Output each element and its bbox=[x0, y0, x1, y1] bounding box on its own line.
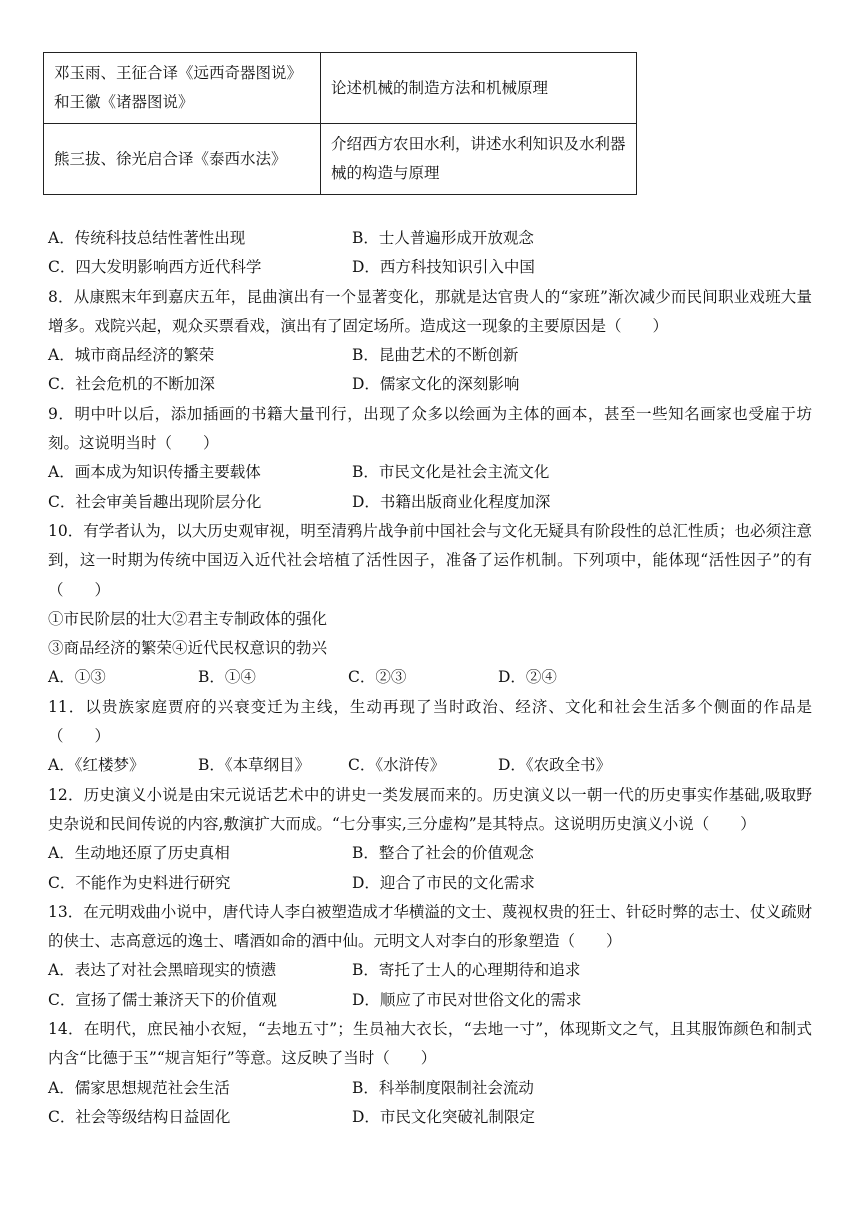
q10-option-d[interactable]: D．②④ bbox=[498, 668, 557, 687]
table-row bbox=[44, 53, 637, 124]
q14-option-b[interactable]: B．科举制度限制社会流动 bbox=[352, 1078, 534, 1097]
q11-option-d[interactable]: D．《农政全书》 bbox=[498, 756, 612, 775]
q12-stem: 12．历史演义小说是由宋元说话艺术中的讲史一类发展而来的。历史演义以一朝一代的历史事实作基础,吸取野史杂说和民间传说的内容,敷演扩大而成。“七分事实,三分虚构”是其特点。这说明历史演义小说（ ） bbox=[48, 785, 812, 833]
q9-options-row1 bbox=[48, 458, 812, 487]
table-cell-content: 论述机械的制造方法和机械原理 bbox=[321, 53, 637, 124]
questions bbox=[48, 224, 812, 1132]
q13-option-a[interactable]: A．表达了对社会黑暗现实的愤懑 bbox=[48, 961, 277, 980]
q11-option-b[interactable]: B．《本草纲目》 bbox=[198, 756, 311, 775]
q8-option-c[interactable]: C．社会危机的不断加深 bbox=[48, 375, 215, 394]
q7-option-b[interactable]: B．士人普遍形成开放观念 bbox=[352, 229, 534, 247]
q8-option-d[interactable]: D．儒家文化的深刻影响 bbox=[352, 375, 520, 394]
q11-options bbox=[48, 751, 812, 780]
book-table bbox=[43, 52, 637, 195]
q9-stem: 9．明中叶以后，添加插画的书籍大量刊行，出现了众多以绘画为主体的画本，甚至一些知名画家也受雇于坊刻。这说明当时（ ） bbox=[48, 404, 812, 453]
q13-options-row2 bbox=[48, 986, 812, 1015]
q12-option-d[interactable]: D．迎合了市民的文化需求 bbox=[352, 873, 535, 892]
q12-option-b[interactable]: B．整合了社会的价值观念 bbox=[352, 844, 534, 863]
q7-option-a[interactable]: A．传统科技总结性著性出现 bbox=[48, 229, 246, 247]
q11-option-a[interactable]: A．《红楼梦》 bbox=[48, 756, 145, 775]
q14-stem: 14．在明代，庶民袖小衣短，“去地五寸”；生员袖大衣长，“去地一寸”，体现斯文之气，且其服饰颜色和制式内含“比德于玉”“规言矩行”等意。这反映了当时（ ） bbox=[48, 1020, 812, 1068]
q9-option-d[interactable]: D．书籍出版商业化程度加深 bbox=[352, 492, 551, 511]
q10-option-c[interactable]: C．②③ bbox=[348, 668, 407, 687]
q7-options-row2 bbox=[48, 253, 812, 282]
q9-option-a[interactable]: A．画本成为知识传播主要载体 bbox=[48, 463, 261, 482]
q7-options-row1 bbox=[48, 224, 812, 253]
q13-option-b[interactable]: B．寄托了士人的心理期待和追求 bbox=[352, 961, 581, 980]
q10-option-b[interactable]: B．①④ bbox=[198, 668, 256, 687]
q14-options-row2 bbox=[48, 1103, 812, 1132]
q13-option-d[interactable]: D．顺应了市民对世俗文化的需求 bbox=[352, 990, 582, 1009]
q7-option-d[interactable]: D．西方科技知识引入中国 bbox=[352, 258, 535, 277]
q13-options-row1 bbox=[48, 956, 812, 985]
q9-option-b[interactable]: B．市民文化是社会主流文化 bbox=[352, 463, 550, 482]
table-row bbox=[44, 124, 637, 195]
q8-options-row1 bbox=[48, 341, 812, 370]
q14-option-a[interactable]: A．儒家思想规范社会生活 bbox=[48, 1078, 230, 1097]
q10-option-a[interactable]: A．①③ bbox=[48, 668, 106, 687]
q8-option-b[interactable]: B．昆曲艺术的不断创新 bbox=[352, 346, 519, 365]
q10-options bbox=[48, 663, 812, 692]
q13-stem: 13．在元明戏曲小说中，唐代诗人李白被塑造成才华横溢的文士、蔑视权贵的狂士、针砭时弊的志士、仗义疏财的侠士、志高意远的逸士、嗜酒如命的酒中仙。元明文人对李白的形象塑造（ ） bbox=[48, 902, 812, 951]
table-cell-book: 邓玉雨、王征合译《远西奇器图说》和王徽《诸器图说》 bbox=[44, 53, 321, 124]
q9-option-c[interactable]: C．社会审美旨趣出现阶层分化 bbox=[48, 492, 262, 511]
q12-option-c[interactable]: C．不能作为史料进行研究 bbox=[48, 873, 231, 892]
q14-option-c[interactable]: C．社会等级结构日益固化 bbox=[48, 1107, 231, 1126]
q12-options-row2 bbox=[48, 869, 812, 898]
q8-options-row2 bbox=[48, 370, 812, 399]
q8-option-a[interactable]: A．城市商品经济的繁荣 bbox=[48, 346, 215, 365]
q7-option-c[interactable]: C．四大发明影响西方近代科学 bbox=[48, 258, 262, 277]
q10-item-1: ①市民阶层的壮大②君主专制政体的强化 bbox=[48, 609, 328, 628]
q14-options-row1 bbox=[48, 1074, 812, 1103]
q12-option-a[interactable]: A．生动地还原了历史真相 bbox=[48, 844, 230, 863]
q11-stem: 11．以贵族家庭贾府的兴衰变迁为主线，生动再现了当时政治、经济、文化和社会生活多个侧面的作品是（ ） bbox=[48, 697, 812, 746]
q10-stem: 10．有学者认为，以大历史观审视，明至清鸦片战争前中国社会与文化无疑具有阶段性的总汇性质；也必须注意到，这一时期为传统中国迈入近代社会培植了活性因子，准备了运作机制。下列项中，能体现“活性因子”的有（ ） bbox=[48, 521, 812, 599]
q9-options-row2 bbox=[48, 488, 812, 517]
q14-option-d[interactable]: D．市民文化突破礼制限定 bbox=[352, 1107, 535, 1126]
q13-option-c[interactable]: C．宣扬了儒士兼济天下的价值观 bbox=[48, 990, 277, 1009]
q11-option-c[interactable]: C．《水浒传》 bbox=[348, 756, 446, 775]
q10-item-2: ③商品经济的繁荣④近代民权意识的勃兴 bbox=[48, 639, 328, 658]
table-cell-book: 熊三拔、徐光启合译《泰西水法》 bbox=[44, 124, 321, 195]
q12-options-row1 bbox=[48, 839, 812, 868]
table-cell-content: 介绍西方农田水利，讲述水利知识及水利器械的构造与原理 bbox=[321, 124, 637, 195]
q8-stem: 8．从康熙末年到嘉庆五年，昆曲演出有一个显著变化，那就是达官贵人的“家班”渐次减少而民间职业戏班大量增多。戏院兴起，观众买票看戏，演出有了固定场所。造成这一现象的主要原因是（ ） bbox=[48, 287, 812, 335]
